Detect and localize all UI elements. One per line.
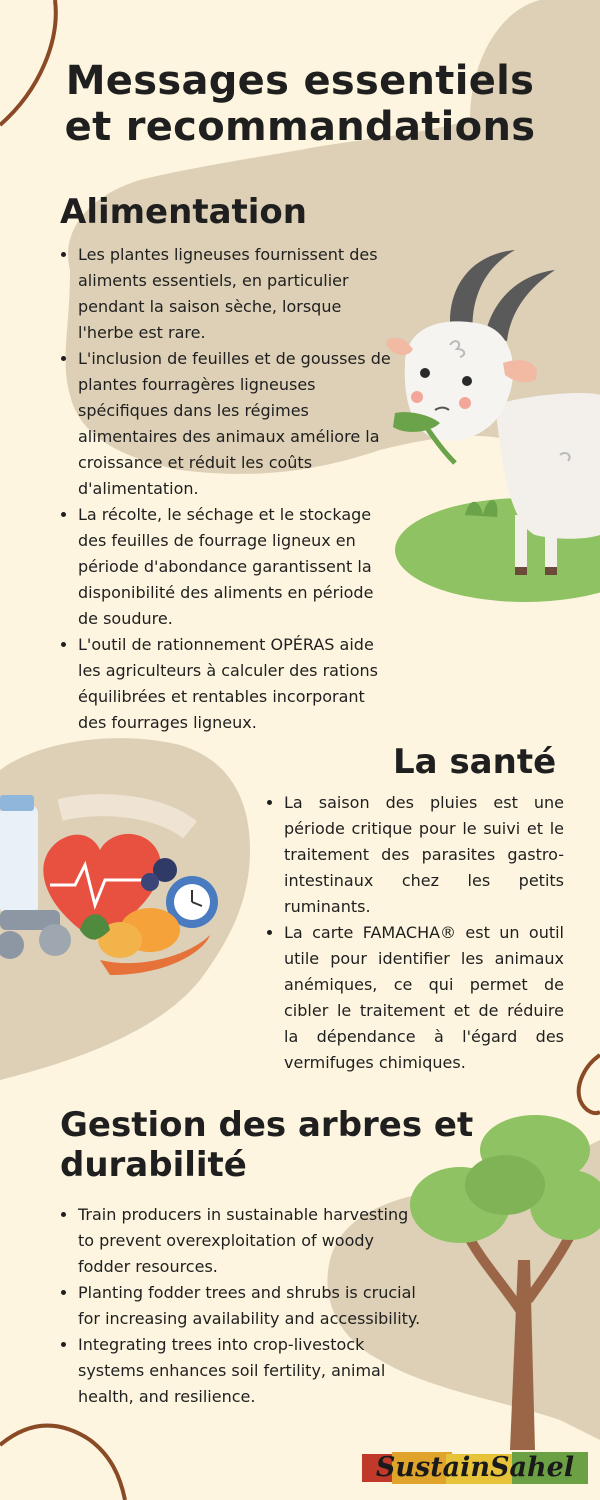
page-title [0,58,600,150]
page-title-line-1: Messages essentiels [65,58,535,104]
section-heading-sante: La santé [393,742,557,782]
list-sante [264,790,564,1076]
list-item: • Planting fodder trees and shrubs is crucial for increasing availability and accessibility. [78,1280,423,1332]
list-item: • La récolte, le séchage et le stockage des feuilles de fourrage ligneux en période d'abondance garantissent la disponibilité des aliments en période de soudure. [78,502,398,632]
tree-illustration [410,1110,600,1450]
list-item: • L'outil de rationnement OPÉRAS aide les agriculteurs à calculer des rations équilibrées et rentables incorporant des fourrages ligneux. [78,632,398,736]
list-alimentation [58,242,398,736]
page-title-line-2: et recommandations [64,104,536,150]
goat-illustration [385,245,600,605]
section-heading-gestion-line-1: Gestion des arbres et [60,1105,474,1145]
sustainsahel-logo [362,1448,588,1488]
list-item: • L'inclusion de feuilles et de gousses de plantes fourragères ligneuses spécifiques dans les régimes alimentaires des animaux améliore la croissance et réduit les coûts d'alimentation. [78,346,398,502]
list-item: • Les plantes ligneuses fournissent des aliments essentiels, en particulier pendant la saison sèche, lorsque l'herbe est rare. [78,242,398,346]
list-item: • La carte FAMACHA® est un outil utile pour identifier les animaux anémiques, ce qui permet de cibler le traitement et de réduire la dépendance à l'égard des vermifuges chimiques. [284,920,564,1076]
decorative-curve-bottom-left [0,1426,125,1500]
logo-text: SustainSahel [375,1452,575,1483]
section-heading-alimentation: Alimentation [60,192,307,232]
list-item: • La saison des pluies est une période critique pour le suivi et le traitement des parasites gastro-intestinaux chez les petits ruminants. [284,790,564,920]
section-heading-gestion-line-2: durabilité [60,1145,247,1185]
health-illustration [0,790,235,980]
decorative-curve-right [579,1055,600,1113]
list-item: • Train producers in sustainable harvesting to prevent overexploitation of woody fodder resources. [78,1202,423,1280]
list-item: • Integrating trees into crop-livestock systems enhances soil fertility, animal health, and resilience. [78,1332,423,1410]
list-gestion [58,1202,423,1410]
